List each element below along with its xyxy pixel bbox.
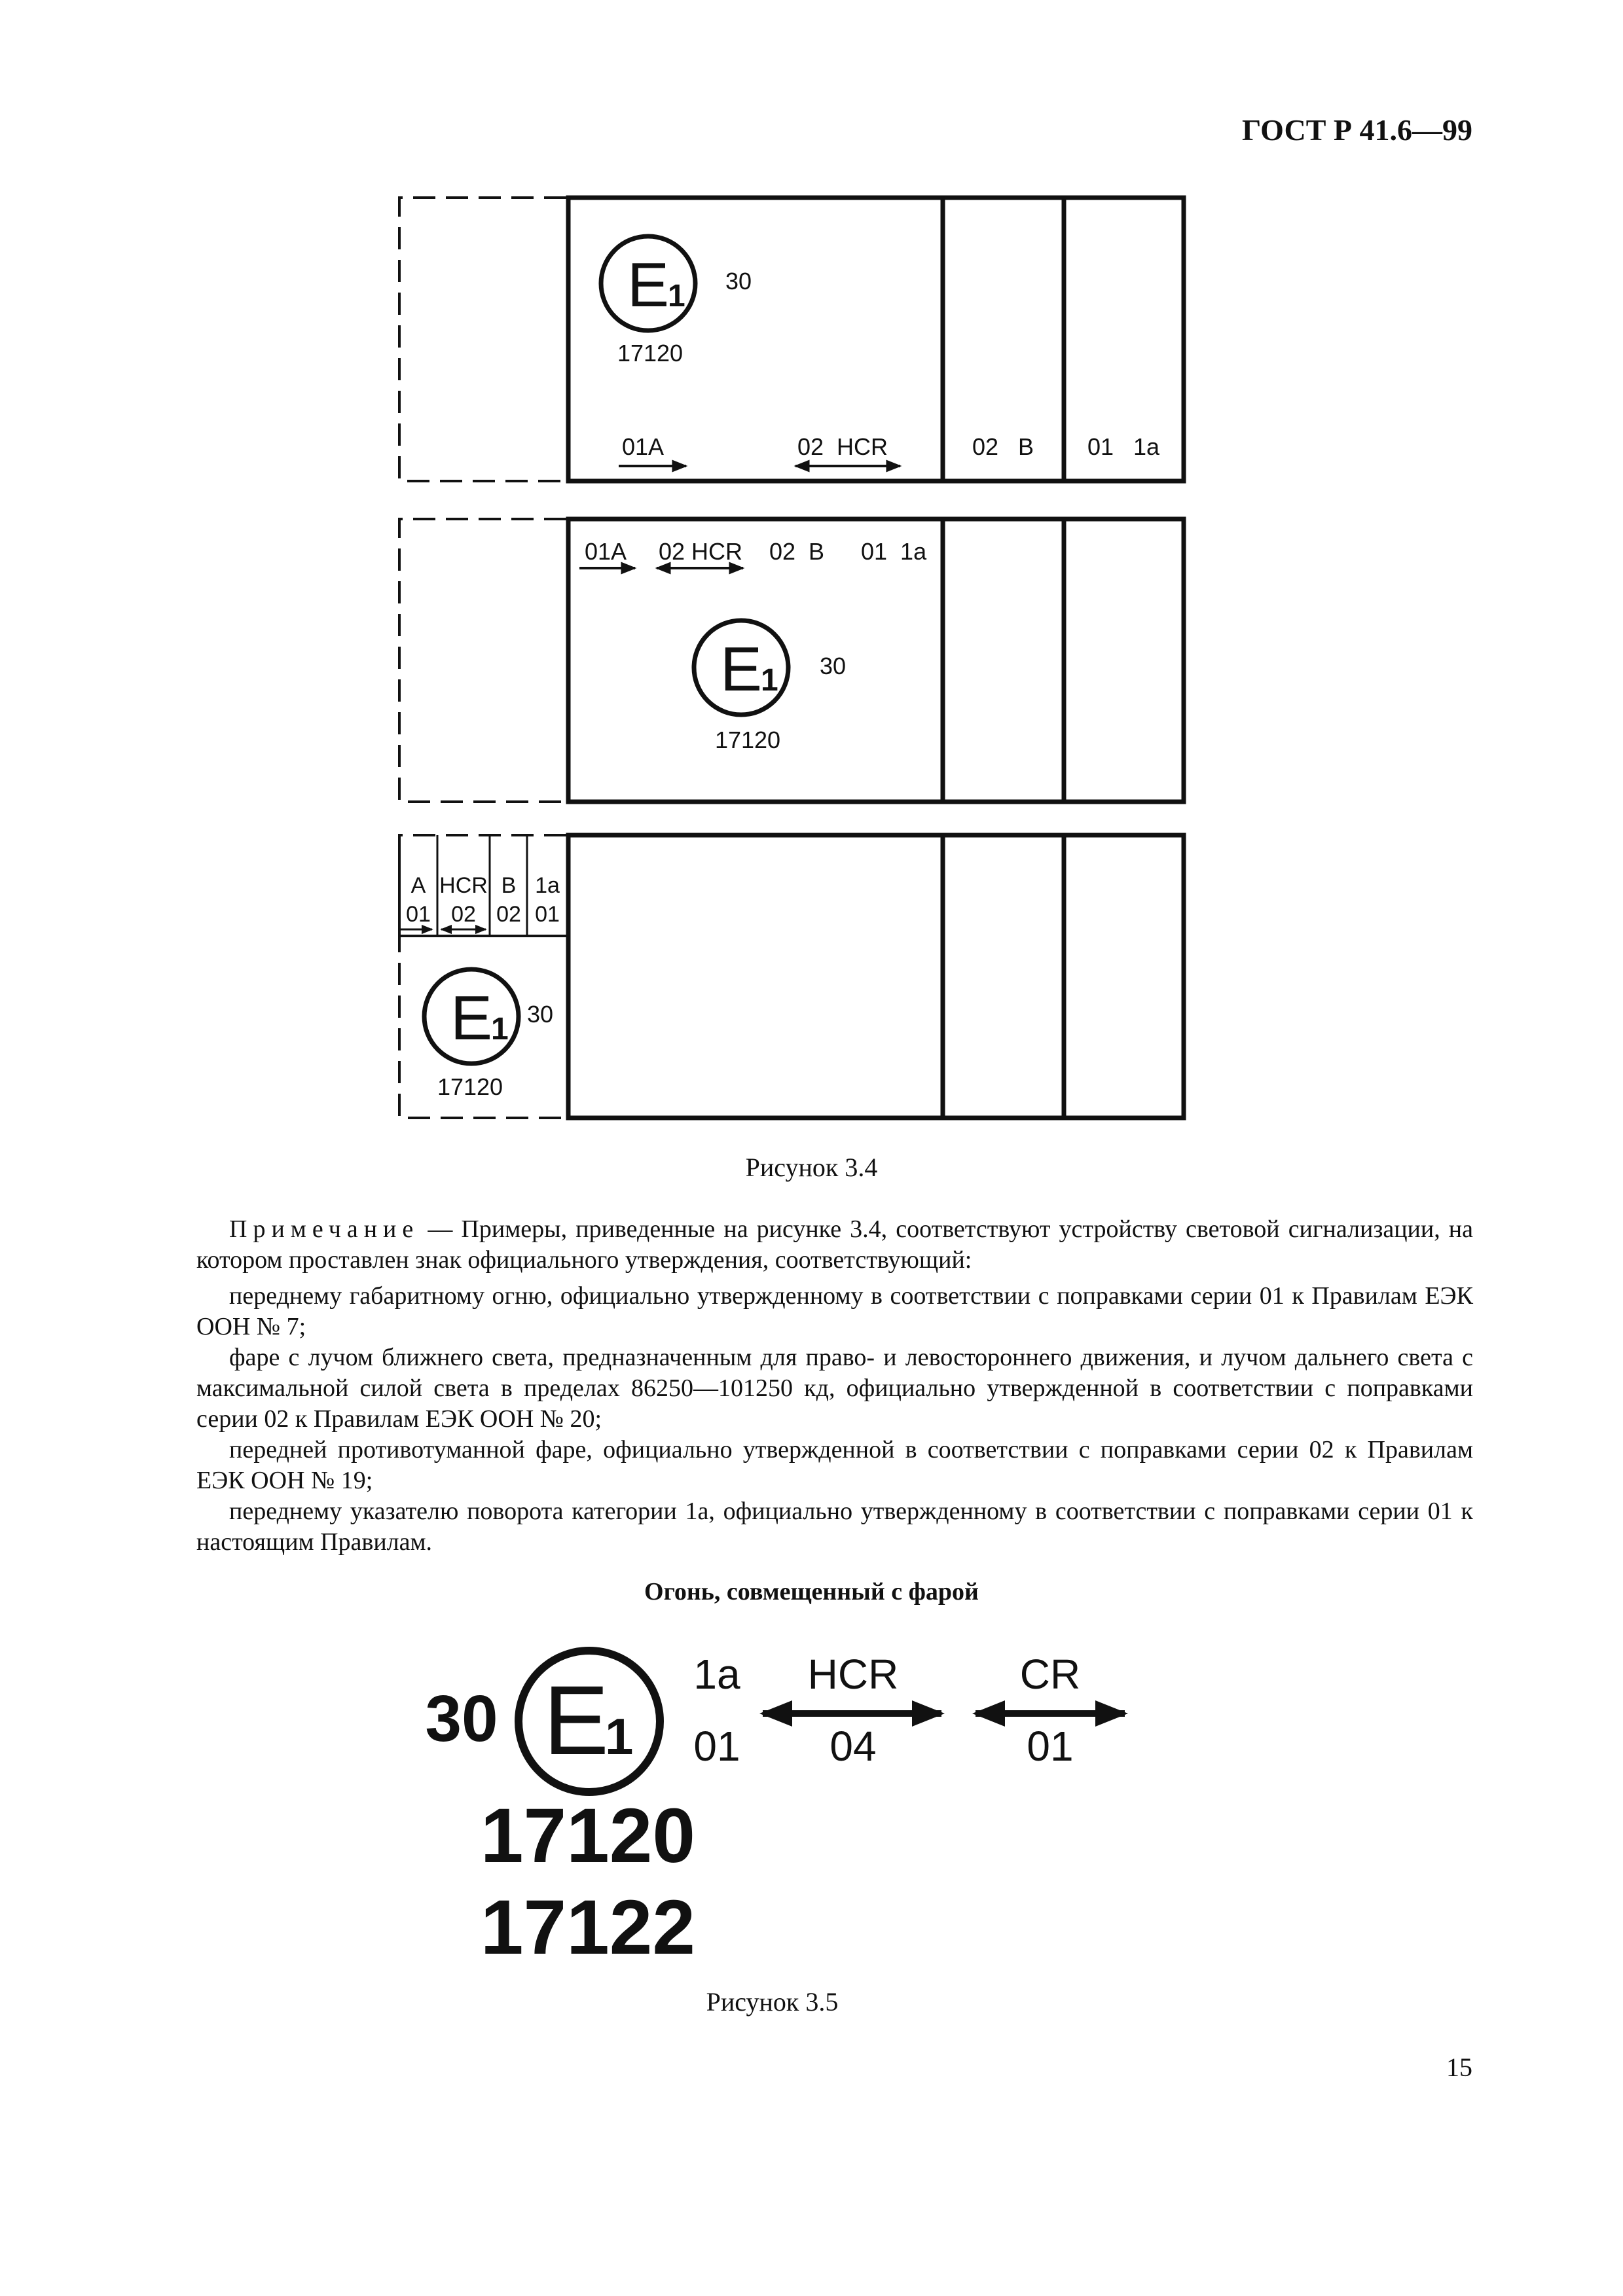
note-item: фаре с лучом ближнего света, предназначенным для право- и левостороннего движения, и лучом дальнего света с максимальной силой света в пределах 86250—101250 кд, официально утвержденной в соответствии с поправками серии 02 к Правилам ЕЭК ООН № 20; [196,1344,1473,1433]
mark-letter: E [450,983,493,1053]
regulation-number: 30 [425,1682,498,1755]
note-item: переднему габаритному огню, официально утвержденному в соответствии с поправками серии 01 к Правилам ЕЭК ООН № 7; [196,1282,1473,1340]
label-hcr: 02 HCR [797,433,888,460]
panel-3 [399,835,1184,1118]
label-1a: 01 1a [861,538,927,565]
hcr-label: HCR [807,1651,899,1698]
approval-number: 17120 [617,340,684,367]
mark-number: 1 [761,663,778,698]
approval-number: 17120 [437,1073,503,1100]
label-1a: 01 1a [1087,433,1160,460]
label-b: 02 B [972,433,1034,460]
label-a: 01A [622,433,665,460]
mark-number: 1 [668,279,685,314]
label-a-top: A [410,873,426,898]
mark-number: 1 [605,1708,634,1765]
mark-letter: E [720,634,763,704]
document-code: ГОСТ Р 41.6—99 [1242,113,1472,147]
figure-3-5 [0,1617,1623,1983]
regulation-number: 30 [820,653,847,679]
mark-number: 1 [491,1012,509,1047]
label-1a-top: 1a [535,873,560,898]
approval-number: 17122 [480,1884,696,1971]
label-hcr: 02 HCR [659,538,743,565]
label-b-bottom: 02 [496,902,521,927]
cr-label: CR [1019,1651,1081,1698]
label-b: 02 B [769,538,825,565]
note-item: передней противотуманной фаре, официально утвержденной в соответствии с поправками серии 02 к Правилам ЕЭК ООН № 19; [196,1436,1473,1494]
label-a: 01A [585,538,627,565]
note-item: переднему указателю поворота категории 1a, официально утвержденному в соответствии с поправками серии 01 к настоящим Правилам. [196,1498,1473,1556]
label-1a-bottom: 01 [535,902,560,927]
note-block [196,1214,1473,1558]
category-top: 1a [693,1651,740,1698]
mark-letter: E [543,1665,610,1775]
label-a-bottom: 01 [406,902,431,927]
label-b-top: B [501,873,517,898]
figure-caption: Рисунок 3.4 [745,1153,878,1182]
hcr-series: 04 [830,1723,877,1770]
approval-number: 17120 [480,1793,696,1879]
note-intro: — Примеры, приведенные на рисунке 3.4, соответствуют устройству световой сигнализации, на котором проставлен знак официального утверждения, соответствующий: [196,1215,1473,1274]
panel-1 [399,198,1184,481]
label-hcr-bottom: 02 [451,902,476,927]
note-label: Примечание [229,1215,420,1243]
approval-number: 17120 [714,726,781,753]
cr-series: 01 [1027,1723,1074,1770]
mark-letter: E [627,250,670,320]
regulation-number: 30 [725,268,752,295]
figure-caption: Рисунок 3.5 [706,1987,839,2017]
regulation-number: 30 [527,1001,554,1028]
page-number: 15 [1446,2053,1472,2082]
section-subheading: Огонь, совмещенный с фарой [644,1578,979,1605]
category-bottom: 01 [693,1723,740,1770]
label-hcr-top: HCR [439,873,488,898]
